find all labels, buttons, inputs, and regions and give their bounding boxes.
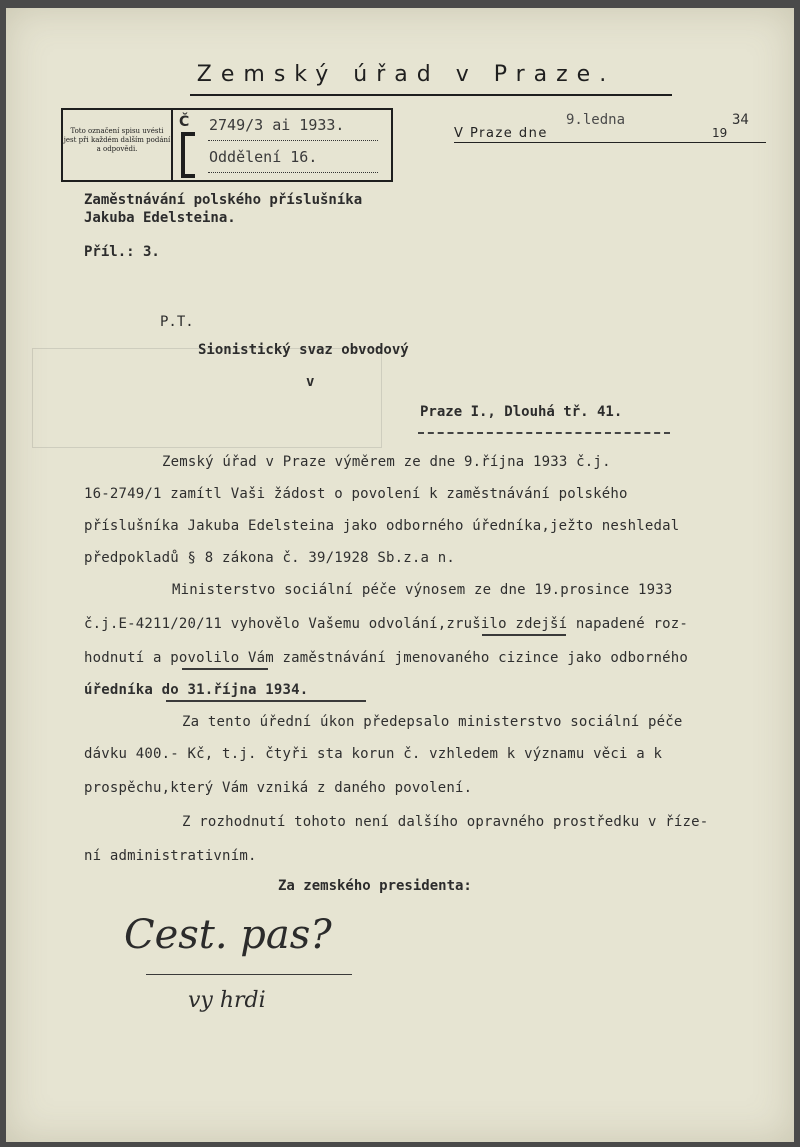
file-number: 2749/3 ai 1933. <box>209 116 345 134</box>
recipient-name: Sionistický svaz obvodový <box>198 342 409 358</box>
file-reference-box <box>61 108 393 182</box>
salutation: P.T. <box>160 314 194 330</box>
handwritten-note: Cest. pas? <box>124 912 332 958</box>
year-suffix: 34 <box>732 112 749 128</box>
handwritten-initials: vy hrdi <box>188 988 266 1013</box>
file-number-dots <box>208 140 378 141</box>
recipient-address: Praze I., Dlouhá tř. 41. <box>420 404 623 420</box>
body-line-13: ní administrativním. <box>84 848 257 864</box>
body-line-9: Za tento úřední úkon předepsalo ministerstvo sociální péče <box>182 714 683 730</box>
filebox-letter: Č <box>179 114 190 130</box>
address-underline <box>418 432 670 434</box>
body-line-3: příslušníka Jakuba Edelsteina jako odborného úředníka,ježto neshledal <box>84 518 680 534</box>
office-heading: Zemský úřad v Praze. <box>196 62 616 87</box>
department: Oddělení 16. <box>209 148 318 166</box>
body-line-7: hodnutí a povolilo Vám zaměstnávání jmenovaného cizince jako odborného <box>84 650 689 666</box>
recipient-preposition: v <box>306 374 315 390</box>
body-line-8: úředníka do 31.října 1934. <box>84 682 309 698</box>
filebox-bracket <box>181 132 195 178</box>
date-rule <box>454 142 766 143</box>
year-century: 19 <box>712 126 728 140</box>
signature-closing: Za zemského presidenta: <box>278 878 472 894</box>
document-page <box>6 8 794 1142</box>
place-label: V Praze dne <box>454 126 548 141</box>
date-day: 9.ledna <box>566 112 626 128</box>
body-line-5: Ministerstvo sociální péče výnosem ze dne 19.prosince 1933 <box>172 582 673 598</box>
body-line-11: prospěchu,který Vám vzniká z daného povolení. <box>84 780 473 796</box>
signature-rule <box>146 974 352 975</box>
pen-underline-povolilo <box>182 668 268 670</box>
pen-underline-date <box>166 700 366 702</box>
filebox-note: Toto označení spisu uvésti jest při každém dalším podání a odpovědi. <box>63 110 173 180</box>
body-line-1: Zemský úřad v Praze výměrem ze dne 9.října 1933 č.j. <box>162 454 611 470</box>
body-line-2: 16-2749/1 zamítl Vaši žádost o povolení k zaměstnávání polského <box>84 486 628 502</box>
pen-underline-zrusilo <box>482 634 566 636</box>
body-line-10: dávku 400.- Kč, t.j. čtyři sta korun č. vzhledem k významu věci a k <box>84 746 663 762</box>
attachments: Příl.: 3. <box>84 244 160 260</box>
body-line-4: předpokladů § 8 zákona č. 39/1928 Sb.z.a n. <box>84 550 456 566</box>
department-dots <box>208 172 378 173</box>
subject-line-1: Zaměstnávání polského příslušníka <box>84 192 363 208</box>
heading-rule <box>190 94 672 96</box>
subject-line-2: Jakuba Edelsteina. <box>84 210 236 226</box>
faded-stamp <box>32 348 382 448</box>
body-line-12: Z rozhodnutí tohoto není dalšího opravného prostředku v říze- <box>182 814 709 830</box>
body-line-6: č.j.E-4211/20/11 vyhovělo Vašemu odvolání,zrušilo zdejší napadené roz- <box>84 616 689 632</box>
